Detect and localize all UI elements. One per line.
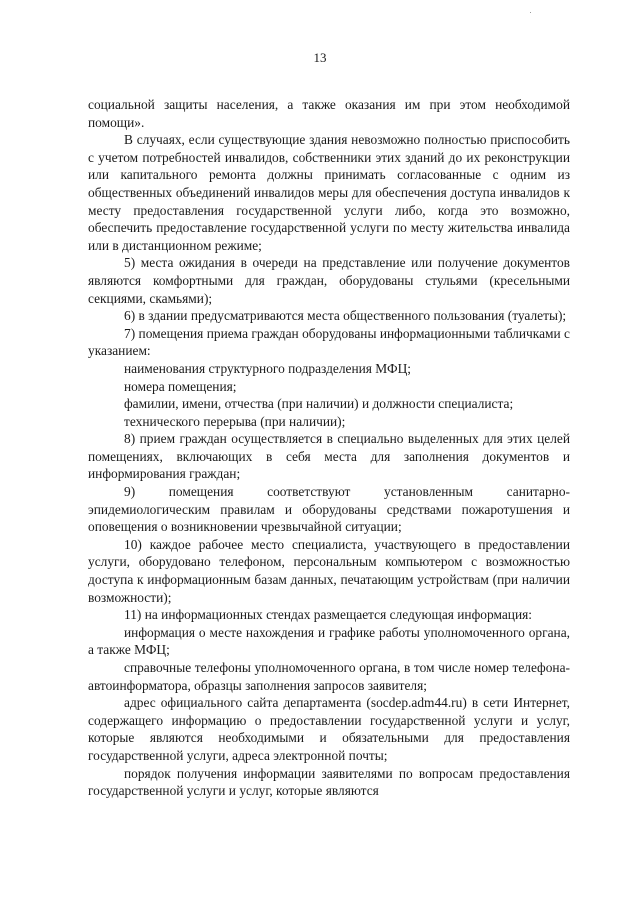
- paragraph-item-10: 10) каждое рабочее место специалиста, участвующего в предоставлении услуги, оборудовано телефоном, персональным компьютером с возможностью доступа к информационным базам данных, печатающим устройствам (при наличии возможности);: [88, 536, 570, 605]
- list-item-break: технического перерыва (при наличии);: [124, 413, 346, 429]
- scan-speck: [530, 12, 531, 13]
- paragraph-continuation: социальной защиты населения, а также оказания им при этом необходимой помощи».: [88, 97, 570, 130]
- list-item-room-number: номера помещения;: [124, 378, 237, 394]
- paragraph-item-9: 9) помещения соответствуют установленным санитарно-эпидемиологическим правилам и оборудованы средствами пожаротушения и оповещения о возникновении чрезвычайной ситуации;: [88, 484, 570, 535]
- paragraph-item-11: 11) на информационных стендах размещается следующая информация:: [124, 607, 533, 623]
- paragraph-info-location: информация о месте нахождения и графике работы уполномоченного органа, а также МФЦ;: [88, 624, 570, 658]
- document-body: [88, 96, 570, 800]
- paragraph-info-procedure: порядок получения информации заявителями по вопросам предоставления государственной услуги и услуг, которые являются: [88, 765, 570, 799]
- paragraph-item-6: 6) в здании предусматриваются места общественного пользования (туалеты);: [124, 308, 567, 324]
- paragraph-info-website: адрес официального сайта департамента (socdep.adm44.ru) в сети Интернет, содержащего информацию о предоставлении государственной услуги и услуг, которые являются необходимыми и обязательными для предоставления государственной услуги, адреса электронной почты;: [88, 695, 570, 763]
- paragraph-item-8: 8) прием граждан осуществляется в специально выделенных для этих целей помещениях, включающих в себя места для заполнения документов и информирования граждан;: [88, 431, 570, 482]
- list-item-specialist-name: фамилии, имени, отчества (при наличии) и должности специалиста;: [124, 396, 514, 412]
- paragraph-info-phones: справочные телефоны уполномоченного органа, в том числе номер телефона-автоинформатора, образцы заполнения запросов заявителя;: [88, 660, 570, 693]
- page-number: 13: [313, 50, 327, 65]
- paragraph-disabled-access: В случаях, если существующие здания невозможно полностью приспособить с учетом потребностей инвалидов, собственники этих зданий до их реконструкции или капитального ремонта должны принимать согласованные с одним из общественных объединений инвалидов меры для обеспечения доступа инвалидов к месту предоставления государственной услуги либо, когда это возможно, обеспечить предоставление государственной услуги по месту жительства инвалида или в дистанционном режиме;: [88, 132, 570, 253]
- list-item-department-name: наименования структурного подразделения МФЦ;: [124, 360, 412, 376]
- paragraph-item-5: 5) места ожидания в очереди на представление или получение документов являются комфортными для граждан, оборудованы стульями (кресельными секциями, скамьями);: [88, 255, 570, 306]
- paragraph-item-7: 7) помещения приема граждан оборудованы информационными табличками с указанием:: [88, 325, 570, 359]
